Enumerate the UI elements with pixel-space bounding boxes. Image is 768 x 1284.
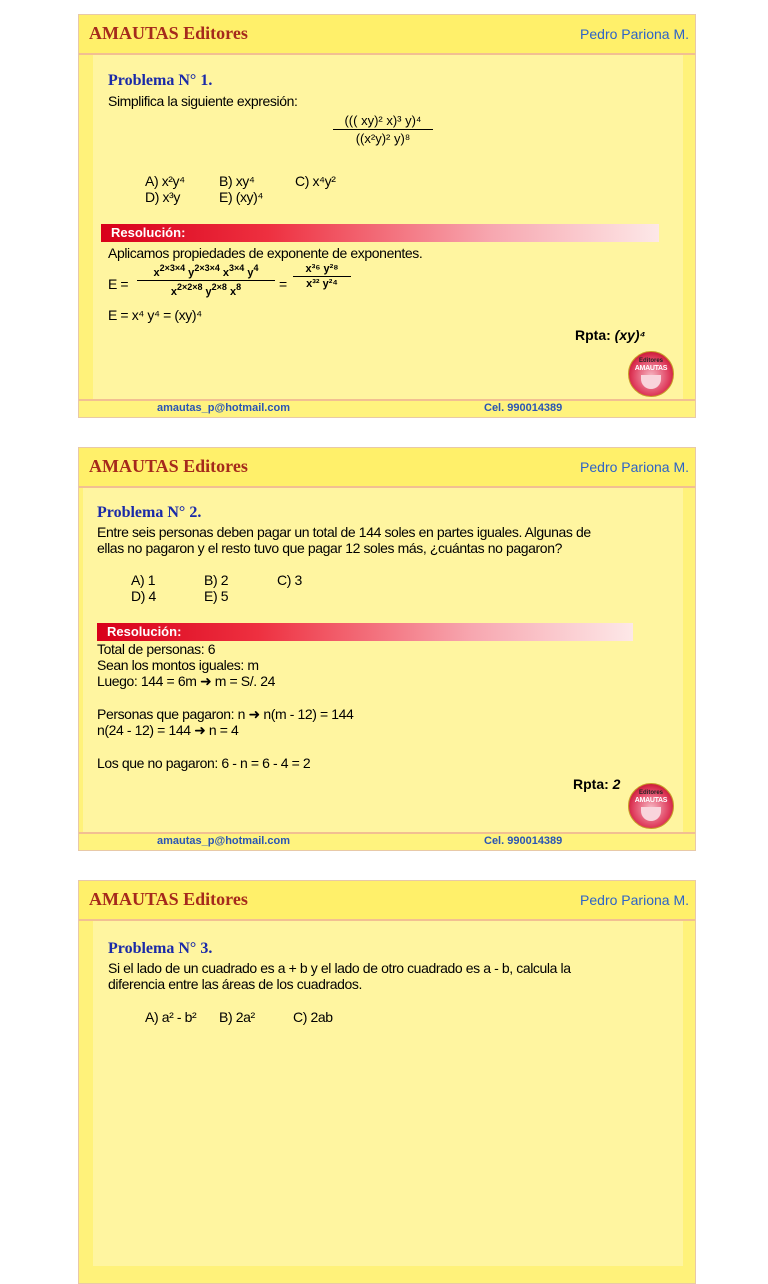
solution-line-4: Personas que pagaron: n ➜ n(m - 12) = 144 [97, 706, 354, 722]
logo-emblem [641, 807, 661, 821]
problem-statement-line-2: ellas no pagaron y el resto tuvo que pagar 12 soles más, ¿cuántas no pagaron? [97, 540, 562, 556]
amautas-logo [628, 351, 674, 397]
fraction-2-numerator: x³⁶ y²⁸ [293, 263, 351, 277]
option-a: A) 1 [131, 572, 156, 588]
option-b: B) 2 [204, 572, 229, 588]
problem-title: Problema N° 1. [108, 72, 213, 89]
problem-statement-line-1: Si el lado de un cuadrado es a + b y el lado de otro cuadrado es a - b, calcula la [108, 960, 571, 976]
answer-value: (xy)⁴ [614, 327, 646, 343]
answer [575, 327, 646, 343]
option-c: C) 3 [277, 572, 302, 588]
logo-name-text: AMAUTAS [634, 365, 668, 372]
logo-emblem [641, 375, 661, 389]
fraction-1-denominator: $x^{2\times 2\times 8}$ $y^{2\times 8}$ $x^8$ [170, 282, 242, 298]
solution-line-1: Aplicamos propiedades de exponente de exponentes. [108, 245, 423, 261]
resolution-label: Resolución: [111, 225, 186, 240]
slide-problem-3 [78, 880, 696, 1284]
option-e: E) 5 [204, 588, 229, 604]
footer-phone: Cel. 990014389 [484, 835, 563, 847]
solution-line-5: n(24 - 12) = 144 ➜ n = 4 [97, 722, 239, 738]
problem-statement: Simplifica la siguiente expresión: [108, 93, 298, 109]
publisher-title: AMAUTAS Editores [89, 889, 248, 909]
publisher-title: AMAUTAS Editores [89, 456, 248, 476]
resolution-label: Resolución: [107, 624, 182, 639]
option-c: C) x⁴y² [295, 173, 336, 189]
expression-denominator: ((x²y)² y)⁸ [355, 131, 411, 146]
problem-expression [333, 113, 433, 146]
slide-header [79, 448, 695, 488]
solution-line-2: Sean los montos iguales: m [97, 657, 259, 673]
footer-email: amautas_p@hotmail.com [157, 402, 290, 414]
option-d: D) 4 [131, 588, 156, 604]
slide-footer [79, 399, 695, 417]
option-b: B) 2a² [219, 1009, 255, 1025]
solution-line-1: Total de personas: 6 [97, 641, 216, 657]
slide-body [83, 488, 683, 833]
solution-equals: = [279, 276, 287, 292]
problem-statement-line-1: Entre seis personas deben pagar un total de 144 soles en partes iguales. Algunas de [97, 524, 591, 540]
author-name: Pedro Pariona M. [580, 892, 689, 908]
answer-label: Rpta: [573, 776, 609, 792]
slide-header [79, 881, 695, 921]
solution-eq-label: E = [108, 276, 129, 292]
problem-title: Problema N° 2. [97, 504, 202, 521]
logo-name-text: AMAUTAS [634, 797, 668, 804]
expression-numerator: ((( xy)² x)³ y)⁴ [333, 113, 433, 130]
problem-statement-line-2: diferencia entre las áreas de los cuadrados. [108, 976, 363, 992]
fraction-2-denominator: x³² y²⁴ [306, 278, 338, 290]
slide-problem-2 [78, 447, 696, 851]
slide-body [93, 921, 683, 1266]
amautas-logo [628, 783, 674, 829]
slide-problem-1 [78, 14, 696, 418]
option-a: A) x²y⁴ [145, 173, 185, 189]
answer-value: 2 [612, 776, 621, 792]
footer-email: amautas_p@hotmail.com [157, 835, 290, 847]
publisher-title: AMAUTAS Editores [89, 23, 248, 43]
option-e: E) (xy)⁴ [219, 189, 264, 205]
logo-top-text: Editores [638, 358, 663, 364]
slide-footer [79, 832, 695, 850]
logo-top-text: Editores [638, 790, 663, 796]
option-b: B) xy⁴ [219, 173, 255, 189]
slide-body [93, 55, 683, 400]
solution-line-6: Los que no pagaron: 6 - n = 6 - 4 = 2 [97, 755, 311, 771]
option-a: A) a² - b² [145, 1009, 197, 1025]
solution-fraction-2 [293, 263, 351, 290]
author-name: Pedro Pariona M. [580, 459, 689, 475]
option-c: C) 2ab [293, 1009, 333, 1025]
option-d: D) x³y [145, 189, 180, 205]
solution-result: E = x⁴ y⁴ = (xy)⁴ [108, 307, 202, 323]
slide-header [79, 15, 695, 55]
resolution-banner [97, 623, 633, 641]
solution-line-3: Luego: 144 = 6m ➜ m = S/. 24 [97, 673, 275, 689]
problem-title: Problema N° 3. [108, 940, 213, 957]
footer-phone: Cel. 990014389 [484, 402, 563, 414]
answer [573, 776, 620, 792]
answer-label: Rpta: [575, 327, 611, 343]
author-name: Pedro Pariona M. [580, 26, 689, 42]
resolution-banner [101, 224, 659, 242]
fraction-1-numerator: $x^{2\times 3\times 4}$ $y^{2\times 3\times 4}$ $x^{3\times 4}$ $y^4$ [137, 263, 275, 281]
solution-fraction-1 [137, 263, 275, 298]
